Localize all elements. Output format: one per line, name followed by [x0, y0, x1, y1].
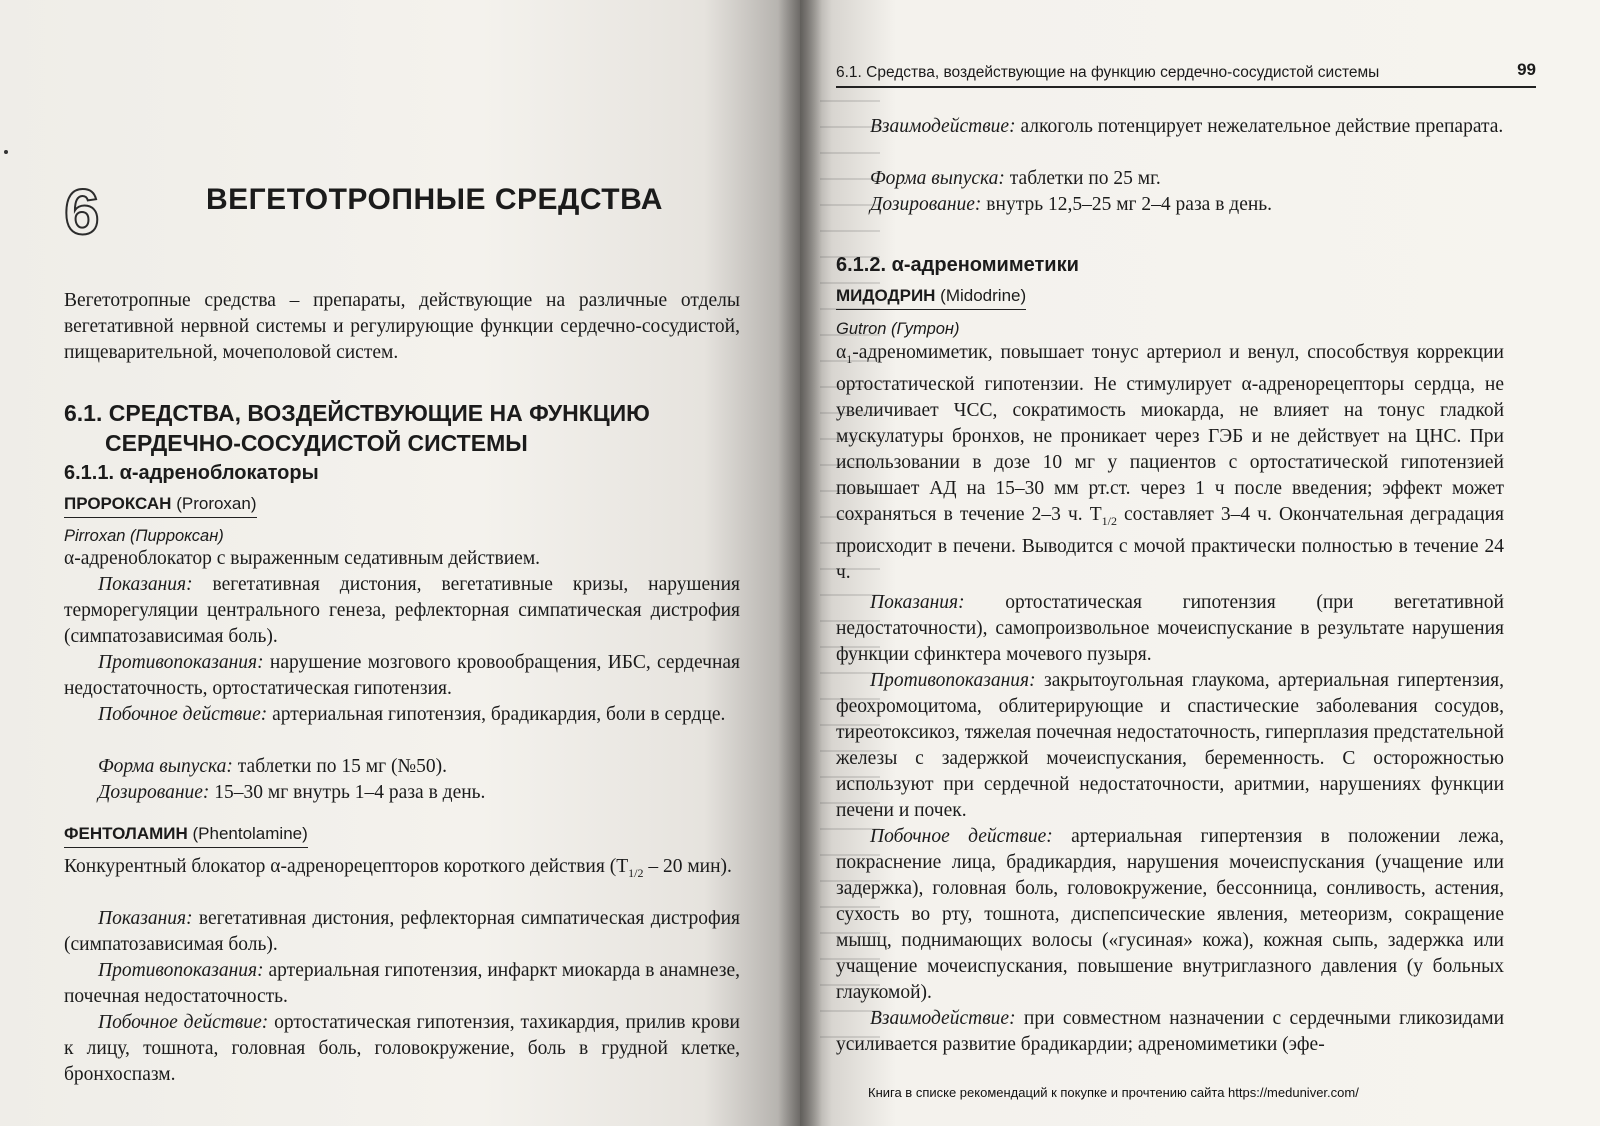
drug-latin: (Phentolamine)	[192, 824, 308, 843]
footer-note: Книга в списке рекомендаций к покупке и прочтению сайта https://meduniver.com/	[868, 1085, 1359, 1100]
section-title-line1: 6.1. СРЕДСТВА, ВОЗДЕЙСТВУЮЩИЕ НА ФУНКЦИЮ	[64, 400, 650, 426]
drug-name: ПРОРОКСАН	[64, 494, 172, 513]
form-text: таблетки по 15 мг (№50).	[237, 756, 447, 777]
interaction-text: алкоголь потенцирует нежелательное действие препарата.	[1020, 116, 1504, 137]
chapter-title: ВЕГЕТОТРОПНЫЕ СРЕДСТВА	[206, 183, 663, 216]
indications-label: Показания:	[98, 908, 193, 929]
dosage-label: Дозирование:	[98, 782, 210, 803]
desc-part: составляет 3–4 ч. Окончательная деградация происходит в печени. Выводится с мочой практически полностью в течение 24 ч.	[836, 503, 1504, 583]
interaction-label: Взаимодействие:	[870, 116, 1016, 137]
indications-label: Показания:	[870, 592, 965, 613]
side-effects-label: Побочное действие:	[98, 1012, 269, 1033]
interaction-paragraph	[836, 114, 1504, 140]
page-number: 99	[1517, 60, 1536, 79]
subsection-title-adrenoblockers: 6.1.1. α-адреноблокаторы	[64, 462, 319, 484]
dosage-text: внутрь 12,5–25 мг 2–4 раза в день.	[986, 194, 1273, 215]
drug-name: ФЕНТОЛАМИН	[64, 824, 188, 843]
interaction-label: Взаимодействие:	[870, 1008, 1016, 1029]
scan-speck	[4, 150, 8, 154]
drug-latin: (Proroxan)	[176, 494, 257, 513]
indications-text: вегетативная дистония, рефлекторная симпатическая дистрофия (симпатозависимая боль).	[64, 908, 741, 955]
chapter-number: 6	[64, 176, 100, 248]
side-effects-label: Побочное действие:	[98, 704, 268, 725]
drug-description: α-адреноблокатор с выраженным седативным действием.	[64, 548, 541, 569]
subsection-title-adrenomimetics: 6.1.2. α-адреномиметики	[836, 254, 1079, 276]
drug-latin: (Midodrine)	[940, 286, 1027, 305]
form-text: таблетки по 25 мг.	[1009, 168, 1161, 189]
contraindications-paragraph	[836, 668, 1504, 824]
indications-label: Показания:	[98, 574, 193, 595]
contraindications-label: Противопоказания:	[870, 670, 1036, 691]
dosage-text: 15–30 мг внутрь 1–4 раза в день.	[214, 782, 486, 803]
desc-part: – 20 мин).	[643, 856, 732, 877]
dosage-paragraph	[836, 192, 1504, 218]
desc-part: Конкурентный блокатор α-адренорецепторов короткого действия (T	[64, 856, 629, 877]
alpha-subscript: 1	[846, 351, 853, 366]
running-head-title: 6.1. Средства, воздействующие на функцию сердечно-сосудистой системы	[836, 64, 1380, 81]
contraindications-text: нарушение мозгового кровообращения, ИБС, сердечная недостаточность, ортостатическая гипотензия.	[64, 652, 741, 699]
contraindications-label: Противопоказания:	[98, 652, 264, 673]
indications-paragraph	[64, 906, 740, 958]
interaction-text: при совместном назначении с сердечными гликозидами усиливается развитие брадикардии; адреномиметики (эфе-	[836, 1008, 1505, 1055]
form-paragraph	[64, 754, 740, 780]
desc-part: -адреномиметик, повышает тонус артериол и венул, способствуя коррекции ортостатической гипотензии. Не стимулирует α-адренорецепторы сердца, не увеличивает ЧСС, сократимость миокарда, не влияет на тонус гладкой мускулатуры бронхов, не проникает через ГЭБ и не действует на ЦНС. При использовании в дозе 10 мг у пациентов с ортостатической гипотензией повышает АД на 15–30 мм рт.ст. через 1 ч после введения; эффект может сохраняться в течение 2–3 ч. T	[836, 342, 1504, 525]
contraindications-paragraph	[64, 958, 740, 1010]
indications-paragraph	[836, 590, 1504, 668]
dosage-paragraph	[64, 780, 740, 806]
indications-paragraph	[64, 572, 740, 650]
side-effects-text: ортостатическая гипотензия, тахикардия, прилив крови к лицу, тошнота, головная боль, головокружение, боль в грудной клетке, бронхоспазм.	[64, 1012, 740, 1085]
half-life-subscript: 1/2	[1101, 513, 1117, 528]
book-gutter	[778, 0, 822, 1126]
form-label: Форма выпуска:	[98, 756, 233, 777]
trade-name: Gutron (Гутрон)	[836, 320, 960, 338]
interaction-paragraph	[836, 1006, 1504, 1058]
drug-heading-midodrine	[836, 286, 1026, 310]
trade-name: Pirroxan (Пирроксан)	[64, 527, 224, 545]
half-life-subscript: 1/2	[628, 865, 644, 880]
side-effects-text: артериальная гипотензия, брадикардия, боли в сердце.	[272, 704, 726, 725]
side-effects-label: Побочное действие:	[870, 826, 1053, 847]
side-effects-paragraph	[836, 824, 1504, 1006]
drug-description	[64, 854, 740, 886]
contraindications-label: Противопоказания:	[98, 960, 264, 981]
drug-heading-proroxan	[64, 494, 257, 518]
form-paragraph	[836, 166, 1504, 192]
form-label: Форма выпуска:	[870, 168, 1005, 189]
contraindications-paragraph	[64, 650, 740, 702]
side-effects-text: артериальная гипертензия в положении лежа, покраснение лица, брадикардия, нарушения мочеиспускания (учащение или задержка), головная боль, головокружение, бессонница, сонливость, астения, сухость во рту, тошнота, диспепсические явления, метеоризм, сокращение мышц, поднимающих волосы («гусиная» кожа), кожная сыпь, задержка или учащение мочеиспускания, повышение внутриглазного давления (у больных глаукомой).	[836, 826, 1504, 1003]
contraindications-text: закрытоугольная глаукома, артериальная гипертензия, феохромоцитома, облитерирующие и спастические заболевания сосудов, тиреотоксикоз, тяжелая почечная недостаточность, гиперплазия предстательной железы с задержкой мочеиспускания, беременность. С осторожностью используют при сердечной недостаточности, аритмии, нарушениях функции печени и почек.	[836, 670, 1505, 821]
running-head	[836, 62, 1536, 88]
chapter-intro: Вегетотропные средства – препараты, действующие на различные отделы вегетативной нервной системы и регулирующие функции сердечно-сосудистой, пищеварительной, мочеполовой систем.	[64, 290, 740, 363]
dosage-label: Дозирование:	[870, 194, 982, 215]
section-title-line2: СЕРДЕЧНО-СОСУДИСТОЙ СИСТЕМЫ	[105, 430, 528, 456]
side-effects-paragraph	[64, 702, 740, 728]
desc-part: α	[836, 342, 847, 363]
contraindications-text: артериальная гипотензия, инфаркт миокарда в анамнезе, почечная недостаточность.	[64, 960, 740, 1007]
drug-heading-phentolamine	[64, 824, 308, 848]
indications-text: ортостатическая гипотензия (при вегетативной недостаточности), самопроизвольное мочеиспускание в результате нарушения функции сфинктера мочевого пузыря.	[836, 592, 1504, 665]
indications-text: вегетативная дистония, вегетативные кризы, нарушения терморегуляции центрального генеза, рефлекторная симпатическая дистрофия (симпатозависимая боль).	[64, 574, 740, 647]
drug-name: МИДОДРИН	[836, 286, 936, 305]
side-effects-paragraph	[64, 1010, 740, 1088]
drug-description	[836, 340, 1504, 586]
